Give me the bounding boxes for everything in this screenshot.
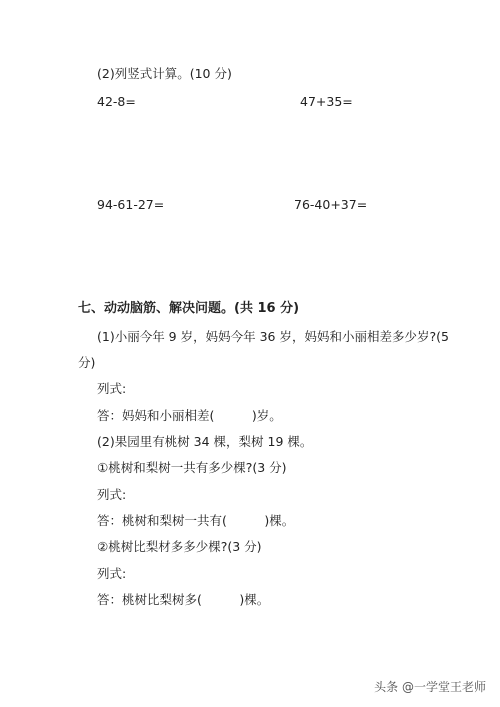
q2-text: (2)果园里有桃树 34 棵，梨树 19 棵。 xyxy=(97,434,313,449)
q1-text-line1: (1)小丽今年 9 岁，妈妈今年 36 岁，妈妈和小丽相差多少岁?(5 xyxy=(97,329,449,344)
q2-sub2-formula-label: 列式: xyxy=(97,566,127,581)
q2-sub1-formula-label: 列式: xyxy=(97,487,127,502)
problem-3: 94-61-27= xyxy=(97,197,165,212)
q2-sub1-text: ①桃树和梨树一共有多少棵?(3 分) xyxy=(97,460,287,475)
q2-sub2-text: ②桃树比梨材多多少棵?(3 分) xyxy=(97,539,262,554)
problem-2: 47+35= xyxy=(300,94,353,109)
watermark: 头条 @一学堂王老师 xyxy=(374,680,486,694)
section7-heading: 七、动动脑筋、解决问题。(共 16 分) xyxy=(78,301,300,316)
problem-1: 42-8= xyxy=(97,94,136,109)
q1-formula-label: 列式: xyxy=(97,381,127,396)
q1-answer: 答：妈妈和小丽相差( )岁。 xyxy=(97,408,282,423)
q1-text-line2: 分) xyxy=(78,355,96,370)
q2-sub1-answer: 答：桃树和梨树一共有( )棵。 xyxy=(97,513,295,528)
problem-4: 76-40+37= xyxy=(294,197,368,212)
part2-heading: (2)列竖式计算。(10 分) xyxy=(97,66,232,81)
q2-sub2-answer: 答：桃树比梨树多( )棵。 xyxy=(97,592,270,607)
